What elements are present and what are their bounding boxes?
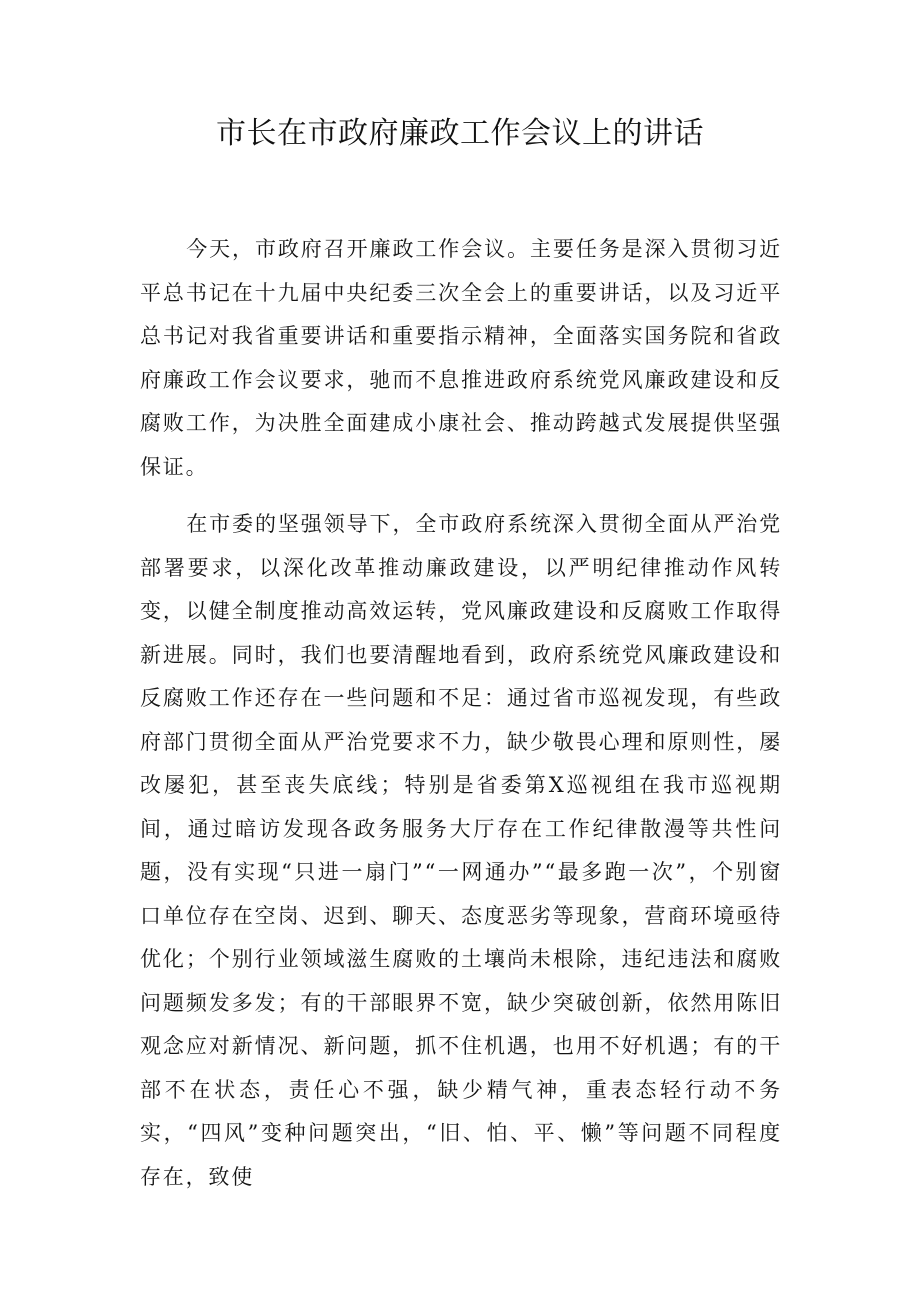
paragraph-1: 今天，市政府召开廉政工作会议。主要任务是深入贯彻习近平总书记在十九届中央纪委三次全会上的重要讲话，以及习近平总书记对我省重要讲话和重要指示精神，全面落实国务院和省政府廉政工作会议要求，驰而不息推进政府系统党风廉政建设和反腐败工作，为决胜全面建成小康社会、推动跨越式发展提供坚强保证。 bbox=[140, 237, 782, 479]
document-title: 市长在市政府廉政工作会议上的讲话 bbox=[216, 116, 704, 151]
document-body bbox=[140, 228, 782, 1213]
paragraph-2: 在市委的坚强领导下，全市政府系统深入贯彻全面从严治党部署要求，以深化改革推动廉政建设，以严明纪律推动作风转变，以健全制度推动高效运转，党风廉政建设和反腐败工作取得新进展。同时，我们也要清醒地看到，政府系统党风廉政建设和反腐败工作还存在一些问题和不足：通过省市巡视发现，有些政府部门贯彻全面从严治党要求不力，缺少敬畏心理和原则性，屡改屡犯，甚至丧失底线；特别是省委第X巡视组在我市巡视期间，通过暗访发现各政务服务大厅存在工作纪律散漫等共性问题，没有实现“只进一扇门”“一网通办”“最多跑一次”，个别窗口单位存在空岗、迟到、聊天、态度恶劣等现象，营商环境亟待优化；个别行业领域滋生腐败的土壤尚未根除，违纪违法和腐败问题频发多发；有的干部眼界不宽，缺少突破创新，依然用陈旧观念应对新情况、新问题，抓不住机遇，也用不好机遇；有的干部不在状态，责任心不强，缺少精气神，重表态轻行动不务实，“四风”变种问题突出，“旧、怕、平、懒”等问题不同程度存在，致使 bbox=[140, 512, 782, 1189]
